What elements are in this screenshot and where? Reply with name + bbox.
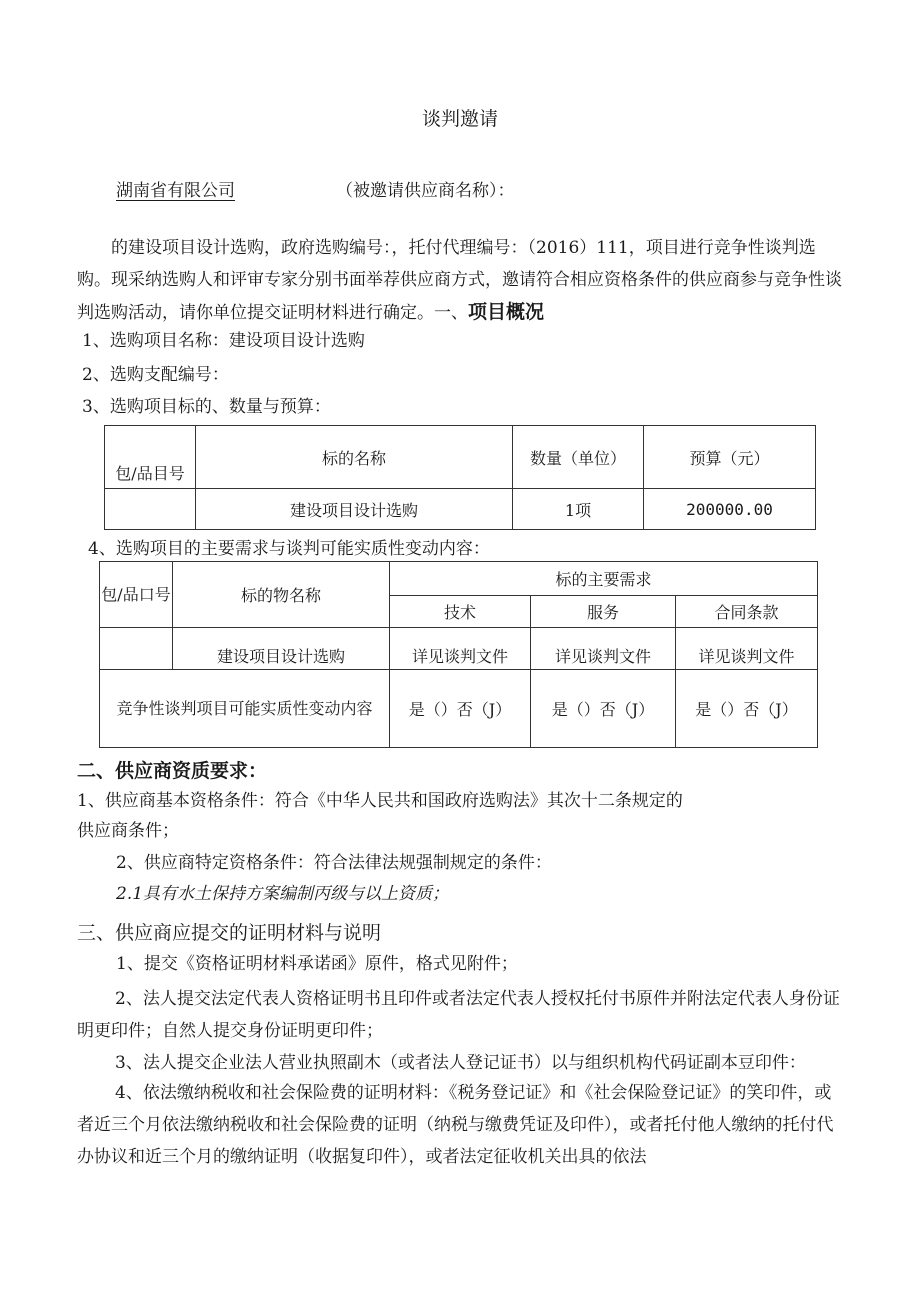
header-budget: 预算（元） (644, 426, 816, 489)
section3-p4: 4、依法缴纳税收和社会保险费的证明材料：《税务登记证》和《社会保险登记证》的笑印件，或者近三个月依法缴纳税收和社会保险费的证明（纳税与缴费凭证及印件），或者托付他人缴纳的托付代办协议和近三个月的缴纳证明（收据复印件），或者法定征收机关出具的依法 (77, 1083, 834, 1167)
cell-change-contract: 是（）否（J） (676, 670, 818, 748)
header-quantity: 数量（单位） (513, 426, 644, 489)
section2-heading: 二、供应商资质要求： (77, 760, 268, 782)
section3-p3: 3、法人提交企业法人营业执照副木（或者法人登记证书）以与组织机构代码证副本豆印件： (115, 1053, 806, 1073)
requirements-table (99, 561, 818, 748)
section2-item2-1: 2.1具有水土保持方案编制丙级与以上资质； (116, 884, 450, 904)
header-main-requirements: 标的主要需求 (390, 562, 818, 596)
table-row (100, 562, 818, 596)
section2-item1a: 1、供应商基本资格条件：符合《中华人民共和国政府选购法》其次十二条规定的 (77, 791, 683, 811)
section2-item2: 2、供应商特定资格条件：符合法律法规强制规定的条件： (116, 853, 552, 873)
intro-text: 的建设项目设计选购，政府选购编号：，托付代理编号：（2016）111，项目进行竞争性谈判选购。现采纳选购人和评审专家分别书面举荐供应商方式，邀请符合相应资格条件的供应商参与竞争性谈判选购活动，请你单位提交证明材料进行确定。一、 (77, 238, 842, 323)
header-package-no: 包/品目号 (105, 426, 196, 489)
cell-package-no (100, 628, 173, 670)
cell-contract: 详见谈判文件 (676, 628, 818, 670)
section1-heading: 项目概况 (468, 301, 545, 323)
cell-package-no (105, 489, 196, 530)
cell-quantity: 1项 (513, 489, 644, 530)
section3-heading: 三、供应商应提交的证明材料与说明 (77, 922, 382, 944)
cell-item-name: 建设项目设计选购 (196, 489, 513, 530)
cell-tech: 详见谈判文件 (390, 628, 531, 670)
header-package-no: 包/品口号 (100, 562, 173, 628)
header-tech: 技术 (390, 596, 531, 628)
overview-item-1: 1、选购项目名称：建设项目设计选购 (82, 331, 365, 351)
cell-change-tech: 是（）否（J） (390, 670, 531, 748)
header-contract: 合同条款 (676, 596, 818, 628)
cell-object-name: 建设项目设计选购 (173, 628, 390, 670)
table-row (105, 489, 816, 530)
cell-budget: 200000.00 (644, 489, 816, 530)
cell-service: 详见谈判文件 (531, 628, 676, 670)
table-row (100, 628, 818, 670)
cell-change-service: 是（）否（J） (531, 670, 676, 748)
intro-paragraph (77, 232, 847, 329)
header-object-name: 标的物名称 (173, 562, 390, 628)
overview-item-4: 4、选购项目的主要需求与谈判可能实质性变动内容： (88, 539, 490, 559)
invitee-company: 湖南省有限公司 (116, 181, 235, 201)
section2-item1b: 供应商条件； (77, 821, 179, 841)
table-row (105, 426, 816, 489)
overview-item-3: 3、选购项目标的、数量与预算： (82, 397, 331, 417)
overview-item-2: 2、选购支配编号： (82, 365, 229, 385)
budget-table (104, 425, 816, 530)
cell-change-label: 竞争性谈判项目可能实质性变动内容 (100, 670, 390, 748)
header-item-name: 标的名称 (196, 426, 513, 489)
page-title: 谈判邀请 (421, 108, 498, 130)
header-service: 服务 (531, 596, 676, 628)
invitee-note: （被邀请供应商名称）： (336, 181, 515, 201)
section3-p2: 2、法人提交法定代表人资格证明书且印件或者法定代表人授权托付书原件并附法定代表人身份证明更印件；自然人提交身份证明更印件； (77, 989, 840, 1041)
section3-p1: 1、提交《资格证明材料承诺函》原件，格式见附件； (116, 954, 518, 974)
table-row (100, 670, 818, 748)
